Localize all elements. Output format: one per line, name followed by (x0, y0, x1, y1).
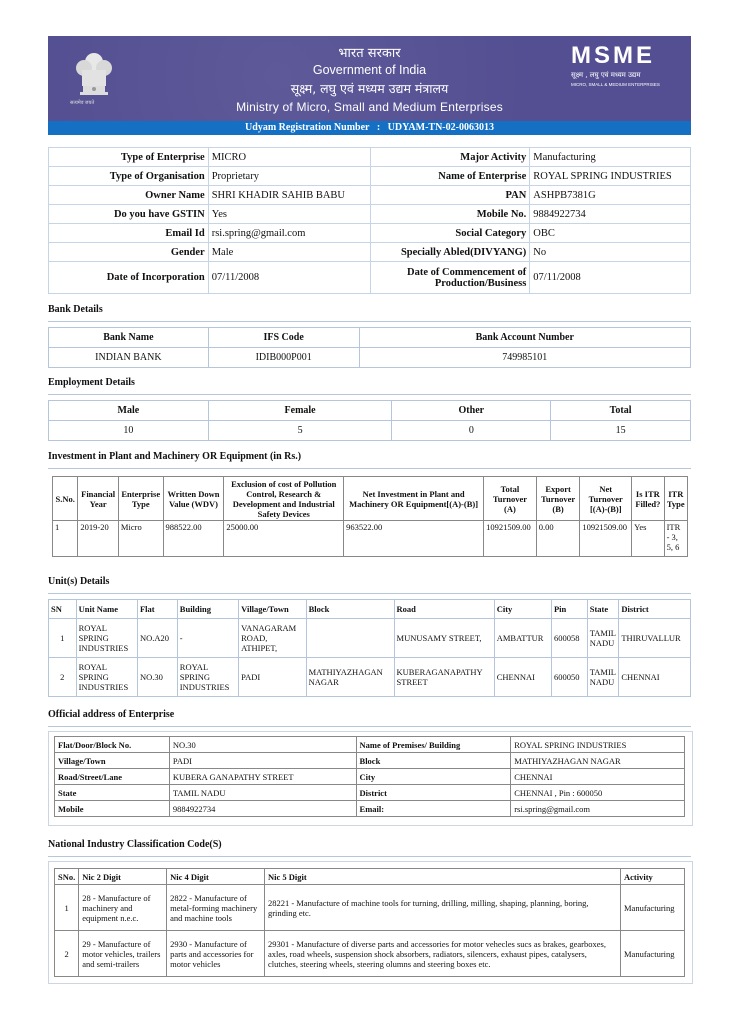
units-title: Unit(s) Details (48, 576, 110, 587)
units-header-cell: City (494, 600, 551, 619)
units-cell: CHENNAI (619, 658, 691, 697)
info-value: OBC (530, 224, 691, 243)
info-value: 07/11/2008 (530, 262, 691, 294)
ifs-code-cell: IDIB000P001 (208, 348, 359, 368)
divider (48, 856, 691, 857)
info-value: No (530, 243, 691, 262)
investment-header-cell: Enterprise Type (118, 477, 163, 521)
info-value: 9884922734 (530, 205, 691, 224)
address-label: Name of Premises/ Building (356, 737, 511, 753)
info-label: Date of Commencement of Production/Business (370, 262, 530, 294)
info-row (49, 148, 691, 167)
nic-table (54, 868, 685, 977)
info-row (49, 262, 691, 294)
units-cell: NO.30 (137, 658, 177, 697)
investment-header-cell: ITR Type (664, 477, 687, 521)
male-count-cell: 10 (49, 421, 209, 441)
info-value: Proprietary (208, 167, 370, 186)
units-cell: TAMIL NADU (587, 619, 619, 658)
nic-box (48, 861, 693, 984)
units-cell: ROYAL SPRING INDUSTRIES (76, 658, 137, 697)
info-label: Type of Enterprise (49, 148, 209, 167)
info-label: Name of Enterprise (370, 167, 530, 186)
registration-bar (48, 121, 691, 135)
investment-header-cell: Net Investment in Plant and Machinery OR Equipment[(A)-(B)] (344, 477, 484, 521)
info-row (49, 205, 691, 224)
investment-header-cell: Written Down Value (WDV) (163, 477, 224, 521)
female-count-cell: 5 (208, 421, 392, 441)
units-cell: MUNUSAMY STREET, (394, 619, 494, 658)
investment-value-cell: 10921509.00 (580, 521, 632, 557)
investment-value-cell: 0.00 (536, 521, 580, 557)
investment-header-cell: Net Turnover [(A)-(B)] (580, 477, 632, 521)
info-label: Major Activity (370, 148, 530, 167)
address-label: Flat/Door/Block No. (55, 737, 170, 753)
address-value: TAMIL NADU (169, 785, 356, 801)
header-govt-of-india: Government of India (312, 63, 427, 77)
address-value: CHENNAI , Pin : 600050 (511, 785, 685, 801)
units-header-cell: SN (49, 600, 77, 619)
investment-value-cell: 1 (53, 521, 78, 557)
bank-header-cell: Bank Name (49, 328, 209, 348)
table-row (55, 801, 685, 817)
enterprise-info-table (48, 147, 691, 294)
msme-logo-text: MSME (571, 42, 655, 69)
official-address-title: Official address of Enterprise (48, 709, 175, 720)
address-label: Email: (356, 801, 511, 817)
nic-cell: 29 - Manufacture of motor vehicles, trailers and semi-trailers (79, 931, 167, 977)
units-cell: TAMIL NADU (587, 658, 619, 697)
units-cell: VANAGARAM ROAD, ATHIPET, (239, 619, 306, 658)
address-label: City (356, 769, 511, 785)
table-row (55, 753, 685, 769)
info-row (49, 186, 691, 205)
nic-header-cell: Nic 2 Digit (79, 869, 167, 885)
address-label: Mobile (55, 801, 170, 817)
table-row (55, 931, 685, 977)
info-row (49, 243, 691, 262)
bank-header-cell: IFS Code (208, 328, 359, 348)
units-cell: THIRUVALLUR (619, 619, 691, 658)
info-value: 07/11/2008 (208, 262, 370, 294)
info-value: MICRO (208, 148, 370, 167)
header-hindi-ministry: सूक्ष्म, लघु एवं मध्यम उद्यम मंत्रालय (290, 81, 449, 96)
info-label: Do you have GSTIN (49, 205, 209, 224)
investment-title: Investment in Plant and Machinery OR Equipment (in Rs.) (48, 451, 302, 462)
total-count-cell: 15 (551, 421, 691, 441)
units-cell: ROYAL SPRING INDUSTRIES (76, 619, 137, 658)
header-hindi-govt: भारत सरकार (338, 46, 401, 61)
nic-cell: Manufacturing (621, 885, 685, 931)
info-label: Email Id (49, 224, 209, 243)
units-cell: - (177, 619, 238, 658)
units-cell: PADI (239, 658, 306, 697)
units-header-cell: State (587, 600, 619, 619)
info-value: Manufacturing (530, 148, 691, 167)
address-value: MATHIYAZHAGAN NAGAR (511, 753, 685, 769)
address-label: Block (356, 753, 511, 769)
units-cell: KUBERAGANAPATHY STREET (394, 658, 494, 697)
info-label: Specially Abled(DIVYANG) (370, 243, 530, 262)
employment-header-cell: Female (208, 401, 392, 421)
info-value: Yes (208, 205, 370, 224)
units-table (48, 599, 691, 697)
divider (48, 726, 691, 727)
nic-title: National Industry Classification Code(S) (48, 839, 222, 850)
investment-table (52, 476, 688, 557)
address-value: PADI (169, 753, 356, 769)
info-row (49, 224, 691, 243)
bank-table (48, 327, 691, 368)
divider (48, 593, 691, 594)
msme-logo-icon (571, 44, 671, 104)
info-value: rsi.spring@gmail.com (208, 224, 370, 243)
units-cell: NO.A20 (137, 619, 177, 658)
table-row (49, 658, 691, 697)
units-header-cell: District (619, 600, 691, 619)
units-cell: 2 (49, 658, 77, 697)
investment-header-cell: Is ITR Filled? (632, 477, 664, 521)
info-label: Gender (49, 243, 209, 262)
registration-number: UDYAM-TN-02-0063013 (387, 122, 494, 133)
investment-value-cell: 988522.00 (163, 521, 224, 557)
info-value: ASHPB7381G (530, 186, 691, 205)
investment-header-cell: Exclusion of cost of Pollution Control, Research & Development and Industrial Safety Devices (224, 477, 344, 521)
investment-header-cell: Export Turnover (B) (536, 477, 580, 521)
address-value: KUBERA GANAPATHY STREET (169, 769, 356, 785)
info-value: Male (208, 243, 370, 262)
nic-header-cell: Nic 5 Digit (264, 869, 620, 885)
employment-header-cell: Other (392, 401, 551, 421)
units-header-cell: Flat (137, 600, 177, 619)
nic-header-cell: Nic 4 Digit (167, 869, 265, 885)
header-banner (48, 36, 691, 121)
employment-header-cell: Total (551, 401, 691, 421)
nic-cell: 2930 - Manufacture of parts and accessories for motor vehicles (167, 931, 265, 977)
other-count-cell: 0 (392, 421, 551, 441)
units-cell: 600050 (551, 658, 587, 697)
info-label: Social Category (370, 224, 530, 243)
employment-header-cell: Male (49, 401, 209, 421)
table-row (49, 619, 691, 658)
nic-cell: Manufacturing (621, 931, 685, 977)
info-row (49, 167, 691, 186)
divider (48, 468, 691, 469)
table-row (55, 785, 685, 801)
investment-value-cell: 10921509.00 (484, 521, 537, 557)
divider (48, 394, 691, 395)
investment-value-cell: Yes (632, 521, 664, 557)
units-cell: CHENNAI (494, 658, 551, 697)
divider (48, 321, 691, 322)
units-header-cell: Village/Town (239, 600, 306, 619)
nic-cell: 29301 - Manufacture of diverse parts and accessories for motor vehecles sucs as brakes, gearboxes, axles, road wheels, suspension shock absorbers, radiators, silencers, exhaust pipes, catalysers, clutches, steering wheels, steering olumns and steering boxes etc. (264, 931, 620, 977)
investment-value-cell: Micro (118, 521, 163, 557)
address-value: NO.30 (169, 737, 356, 753)
nic-header-cell: Activity (621, 869, 685, 885)
msme-hindi-text: सूक्ष्म , लघु एवं मध्यम उद्यम (571, 71, 641, 79)
official-address-box (48, 731, 693, 826)
nic-cell: 28 - Manufacture of machinery and equipment n.e.c. (79, 885, 167, 931)
investment-header-cell: Financial Year (78, 477, 119, 521)
certificate-page (48, 36, 691, 969)
address-label: Village/Town (55, 753, 170, 769)
info-value: SHRI KHADIR SAHIB BABU (208, 186, 370, 205)
bank-name-cell: INDIAN BANK (49, 348, 209, 368)
info-label: PAN (370, 186, 530, 205)
nic-cell: 2 (55, 931, 79, 977)
units-cell: ROYAL SPRING INDUSTRIES (177, 658, 238, 697)
employment-table (48, 400, 691, 441)
table-row (55, 885, 685, 931)
address-value: CHENNAI (511, 769, 685, 785)
address-value: 9884922734 (169, 801, 356, 817)
info-label: Type of Organisation (49, 167, 209, 186)
nic-cell: 2822 - Manufacture of metal-forming machinery and machine tools (167, 885, 265, 931)
info-label: Owner Name (49, 186, 209, 205)
info-value: ROYAL SPRING INDUSTRIES (530, 167, 691, 186)
units-header-cell: Pin (551, 600, 587, 619)
investment-value-cell: 963522.00 (344, 521, 484, 557)
info-label: Mobile No. (370, 205, 530, 224)
nic-cell: 1 (55, 885, 79, 931)
registration-separator: : (376, 122, 381, 133)
registration-label: Udyam Registration Number (245, 122, 370, 133)
table-row (55, 769, 685, 785)
address-value: ROYAL SPRING INDUSTRIES (511, 737, 685, 753)
investment-header-cell: Total Turnover (A) (484, 477, 537, 521)
bank-header-cell: Bank Account Number (359, 328, 690, 348)
nic-cell: 28221 - Manufacture of machine tools for turning, drilling, milling, shaping, planning, boring, grinding etc. (264, 885, 620, 931)
investment-value-cell: 25000.00 (224, 521, 344, 557)
units-header-cell: Building (177, 600, 238, 619)
units-cell: 1 (49, 619, 77, 658)
units-cell: AMBATTUR (494, 619, 551, 658)
units-cell: MATHIYAZHAGAN NAGAR (306, 658, 394, 697)
units-header-cell: Unit Name (76, 600, 137, 619)
account-number-cell: 749985101 (359, 348, 690, 368)
units-header-cell: Block (306, 600, 394, 619)
investment-value-cell: 2019-20 (78, 521, 119, 557)
table-row (55, 737, 685, 753)
emblem-caption: सत्यमेव जयते (70, 101, 95, 106)
official-address-table (54, 736, 685, 817)
msme-english-text: MICRO, SMALL & MEDIUM ENTERPRISES (571, 82, 660, 87)
address-value: rsi.spring@gmail.com (511, 801, 685, 817)
address-label: District (356, 785, 511, 801)
address-label: State (55, 785, 170, 801)
nic-header-cell: SNo. (55, 869, 79, 885)
units-cell (306, 619, 394, 658)
header-ministry: Ministry of Micro, Small and Medium Enterprises (236, 100, 503, 114)
employment-details-title: Employment Details (48, 377, 135, 388)
units-cell: 600058 (551, 619, 587, 658)
address-label: Road/Street/Lane (55, 769, 170, 785)
units-header-cell: Road (394, 600, 494, 619)
investment-value-cell: ITR - 3, 5, 6 (664, 521, 687, 557)
info-label: Date of Incorporation (49, 262, 209, 294)
investment-header-cell: S.No. (53, 477, 78, 521)
bank-details-title: Bank Details (48, 304, 103, 315)
